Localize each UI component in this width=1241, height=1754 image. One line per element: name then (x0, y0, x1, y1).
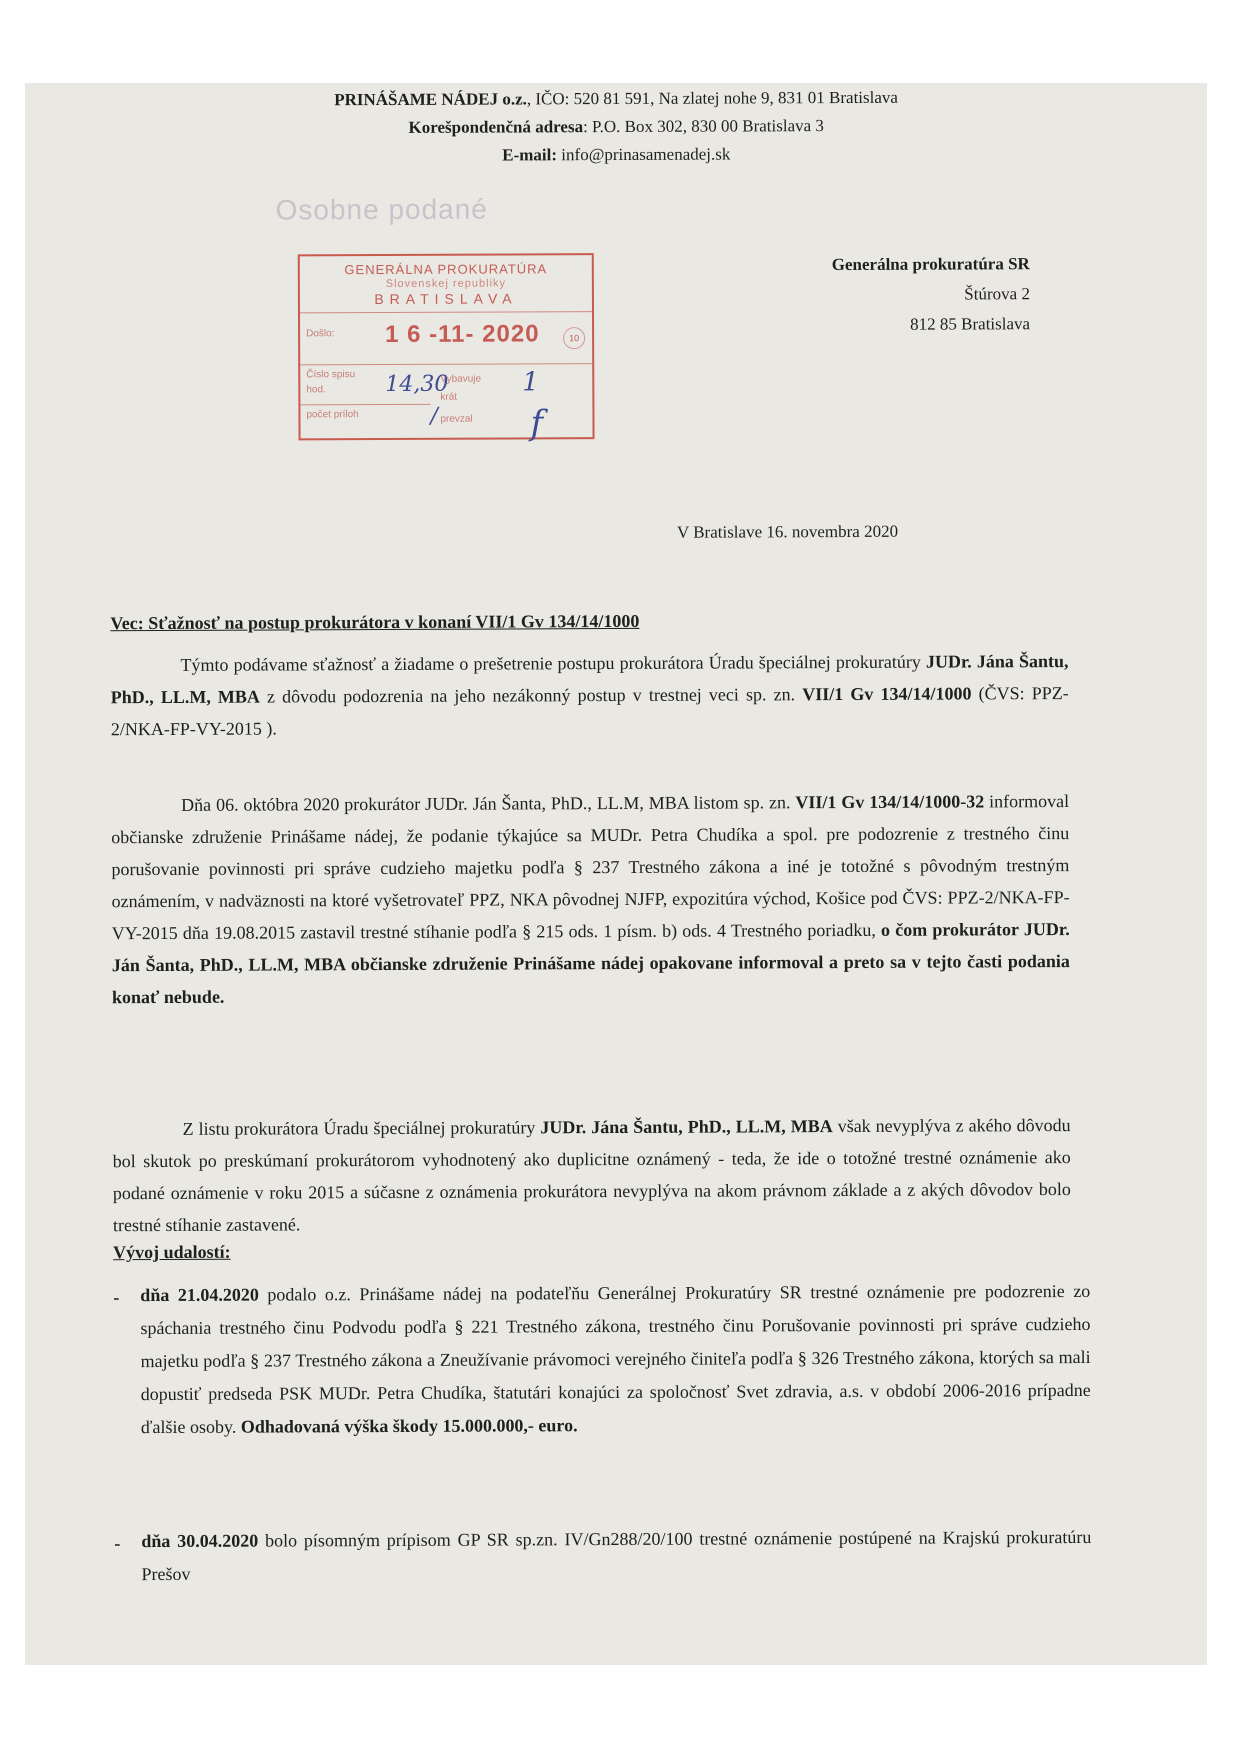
recipient-street: Štúrova 2 (964, 284, 1030, 304)
event-2-text: bolo písomným prípisom GP SR sp.zn. IV/Gn288/20/100 trestné oznámenie postúpené na Krajskú prokuratúru Prešov (141, 1526, 1092, 1585)
para1-text-a: Týmto podávame sťažnosť a žiadame o prešetrenie postupu prokurátora Úradu špeciálnej prokuratúry (180, 651, 926, 675)
corr-label: Korešpondenčná adresa (408, 117, 584, 137)
para2-case-number: VII/1 Gv 134/14/1000-32 (795, 791, 985, 813)
para1-text-e: (ČVS: PPZ-2/NKA-FP-VY-2015 ). (110, 683, 1069, 740)
stamp-date: 1 6 -11- 2020 (385, 320, 540, 349)
para3-prosecutor-name: JUDr. Jána Šantu, PhD., LL.M, MBA (540, 1116, 833, 1138)
para2-text-a: Dňa 06. októbra 2020 prokurátor JUDr. Ján Šanta, PhD., LL.M, MBA listom sp. zn. (181, 792, 796, 815)
paragraph-1 (110, 645, 1068, 745)
letterhead-line-2 (25, 114, 1207, 139)
stamp-prevzal-label: prevzal (440, 413, 473, 425)
event-1-damage: Odhadovaná výška škody 15.000.000,- euro. (240, 1415, 578, 1437)
para1-case-number: VII/1 Gv 134/14/1000 (802, 683, 972, 705)
email-value: info@prinasamenadej.sk (556, 144, 731, 165)
stamp-divider (300, 311, 592, 313)
stamp-vybavuje-label: Vybavuje (440, 373, 482, 385)
recipient-name: Generálna prokuratúra SR (831, 254, 1030, 275)
stamp-divider (300, 363, 592, 365)
event-1-dash: - (113, 1287, 120, 1308)
event-1-date: dňa 21.04.2020 (140, 1284, 259, 1306)
para1-text-c: z dôvodu podozrenia na jeho nezákonný postup v trestnej veci sp. zn. (259, 684, 803, 707)
para1-prosecutor-name: JUDr. Jána Šantu, PhD., LL.M, MBA (110, 651, 1069, 708)
corr-value: : P.O. Box 302, 830 00 Bratislava 3 (583, 116, 824, 137)
section-title: Vývoj udalostí: (113, 1241, 231, 1263)
handwritten-count: 1 (522, 367, 539, 398)
document-page (25, 83, 1207, 1665)
letterhead-line-1 (25, 86, 1207, 111)
subject-line: Vec: Sťažnosť na postup prokurátora v konaní VII/1 Gv 134/14/1000 (110, 610, 640, 634)
stamp-line-2: Slovenskej republiky (385, 277, 507, 291)
event-2-dash: - (114, 1533, 121, 1554)
para2-bold-statement: o čom prokurátor JUDr. Ján Šanta, PhD., LL.M, MBA občianske združenie Prinášame nádej opakovane informoval a preto sa v tejto časti podania konať nebude. (111, 919, 1070, 1008)
stamp-cislo-label: Číslo spisu (306, 369, 356, 381)
page-content (25, 80, 1214, 1667)
para2-text-c: informoval občianske združenie Prinášame nádej, že podanie týkajúce sa MUDr. Petra Chudíka a spol. pre podozrenie z trestného činu porušovanie povinnosti pri správe cudzieho majetku podľa § 237 Trestného zákona a iné je totožné s pôvodným trestným oznámením, v nadväznosti na ktoré vyšetrovateľ PPZ, NKA pôvodnej NJFP, expozitúra východ, Košice pod ČVS: PPZ-2/NKA-FP-VY-2015 dňa 19.08.2015 zastavil trestné stíhanie podľa § 215 ods. 1 písm. b) ods. 4 Trestného poriadku, (111, 791, 1070, 944)
stamp-pocet-label: počet príloh (306, 409, 359, 421)
org-ico: , IČO: 520 81 591, Na zlatej nohe 9, 831 01 Bratislava (526, 87, 898, 109)
handwritten-signature: f (530, 403, 544, 444)
stamp-divider (300, 404, 430, 406)
org-name: PRINÁŠAME NÁDEJ o.z. (334, 89, 527, 110)
event-2 (141, 1521, 1091, 1591)
recipient-city: 812 85 Bratislava (910, 314, 1031, 334)
paragraph-2 (111, 785, 1070, 1013)
faint-personal-delivery-text: Osobne podané (275, 193, 488, 226)
event-2-date: dňa 30.04.2020 (141, 1530, 259, 1552)
stamp-line-1: GENERÁLNA PROKURATÚRA (344, 261, 548, 278)
email-label: E-mail: (502, 145, 558, 165)
event-1-text: podalo o.z. Prinášame nádej na podateľňu Generálnej Prokuratúry SR trestné oznámenie pre podozrenie zo spáchania trestného činu Podvodu podľa § 221 Trestného zákona, trestného činu Porušovanie povinnosti pri správe cudzieho majetku podľa § 237 Trestného zákona a Zneužívanie právomoci verejného činiteľa podľa § 326 Trestného zákona, ktorých sa mali dopustiť predseda PSK MUDr. Petra Chudíka, štatutári konajúci za spoločnosť Svet zdravia, a.s. v období 2006-2016 prípadne ďalšie osoby. (140, 1280, 1091, 1438)
handwritten-dash: / (430, 403, 438, 429)
paragraph-3 (112, 1109, 1071, 1241)
stamp-krat-label: krát (440, 391, 458, 403)
event-1 (140, 1275, 1091, 1444)
para3-text-a: Z listu prokurátora Úradu špeciálnej prokuratúry (182, 1117, 541, 1139)
stamp-circle-mark: 10 (563, 327, 585, 349)
letterhead-line-3 (25, 142, 1207, 167)
para3-text-c: však nevyplýva z akého dôvodu bol skutok po preskúmaní prokurátorom vyhodnotený ako duplicitne oznámený - teda, že ide o totožné trestné oznámenie ako podané oznámenie v roku 2015 a súčasne z oznámenia prokurátora nevyplýva na akom právnom základe a z akých dôvodov bolo trestné stíhanie zastavené. (112, 1115, 1071, 1236)
receipt-stamp (298, 253, 595, 444)
place-date-line: V Bratislave 16. novembra 2020 (676, 521, 899, 542)
stamp-dosle-label: Došlo: (306, 328, 335, 340)
stamp-hod-label: hod. (306, 384, 326, 396)
stamp-line-3: BRATISLAVA (374, 290, 518, 308)
handwritten-time: 14,30 (385, 371, 449, 398)
